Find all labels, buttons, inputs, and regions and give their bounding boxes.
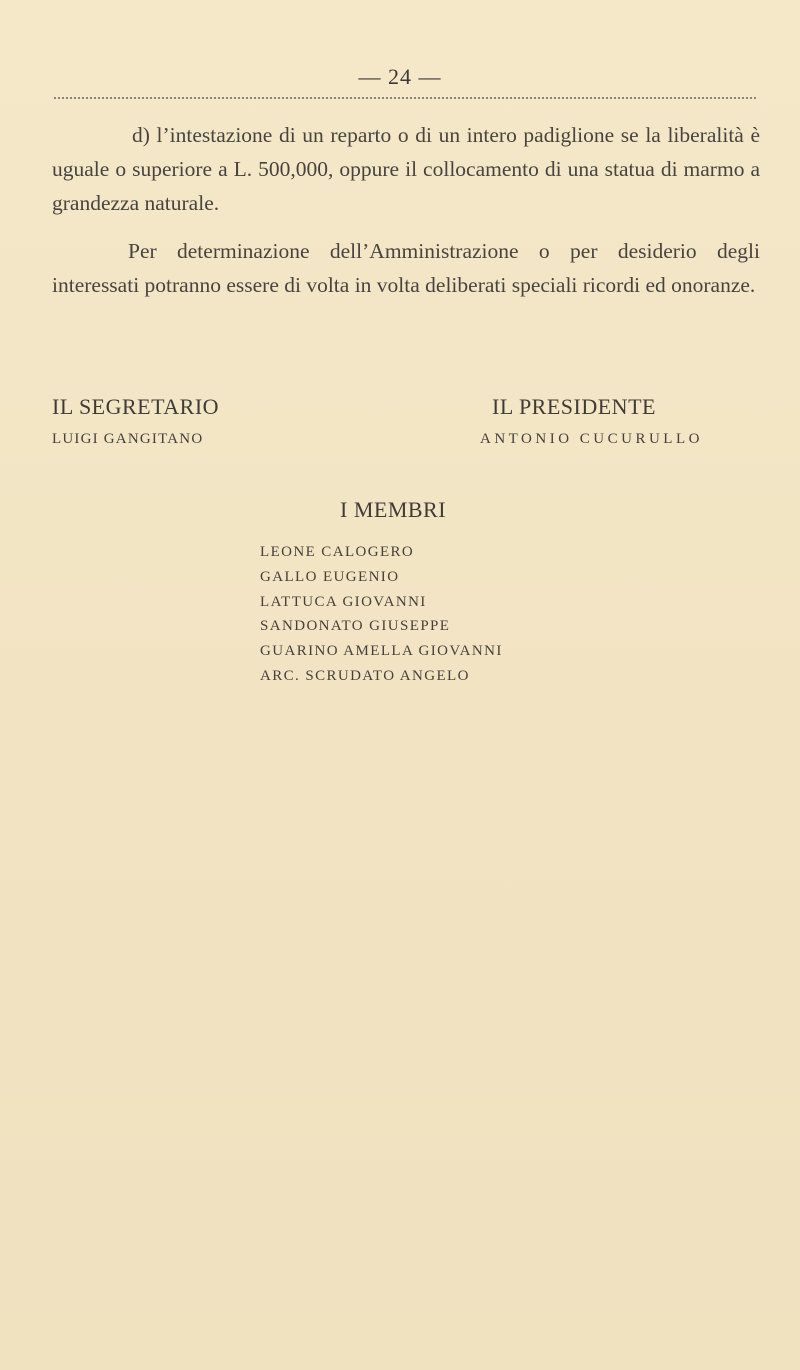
secretary-name: LUIGI GANGITANO [52, 431, 204, 447]
president-title: IL PRESIDENTE [492, 394, 656, 419]
members-list [260, 540, 503, 689]
president-name: ANTONIO CUCURULLO [480, 431, 703, 447]
secretary-title: IL SEGRETARIO [52, 394, 220, 419]
member-name: GUARINO AMELLA GIOVANNI [260, 643, 503, 660]
member-name: LEONE CALOGERO [260, 544, 415, 560]
paragraph-determinazione: Per determinazione dell’Amministrazione o per desiderio degli interessati potranno essere di volta in volta deliberati speciali ricordi ed onoranze. [52, 239, 760, 297]
paragraph-intestazione: d) l’intestazione di un reparto o di un intero padiglione se la liberalità è uguale o superiore a L. 500,000, oppure il collocamento di una statua di marmo a grandezza naturale. [52, 123, 760, 215]
member-name: ARC. SCRUDATO ANGELO [260, 667, 470, 684]
member-name: LATTUCA GIOVANNI [260, 593, 427, 610]
page-number: — 24 — [358, 64, 442, 89]
member-name: SANDONATO GIUSEPPE [260, 618, 451, 635]
header-rule [54, 97, 756, 99]
members-heading: I MEMBRI [340, 497, 447, 522]
member-name: GALLO EUGENIO [260, 568, 400, 585]
